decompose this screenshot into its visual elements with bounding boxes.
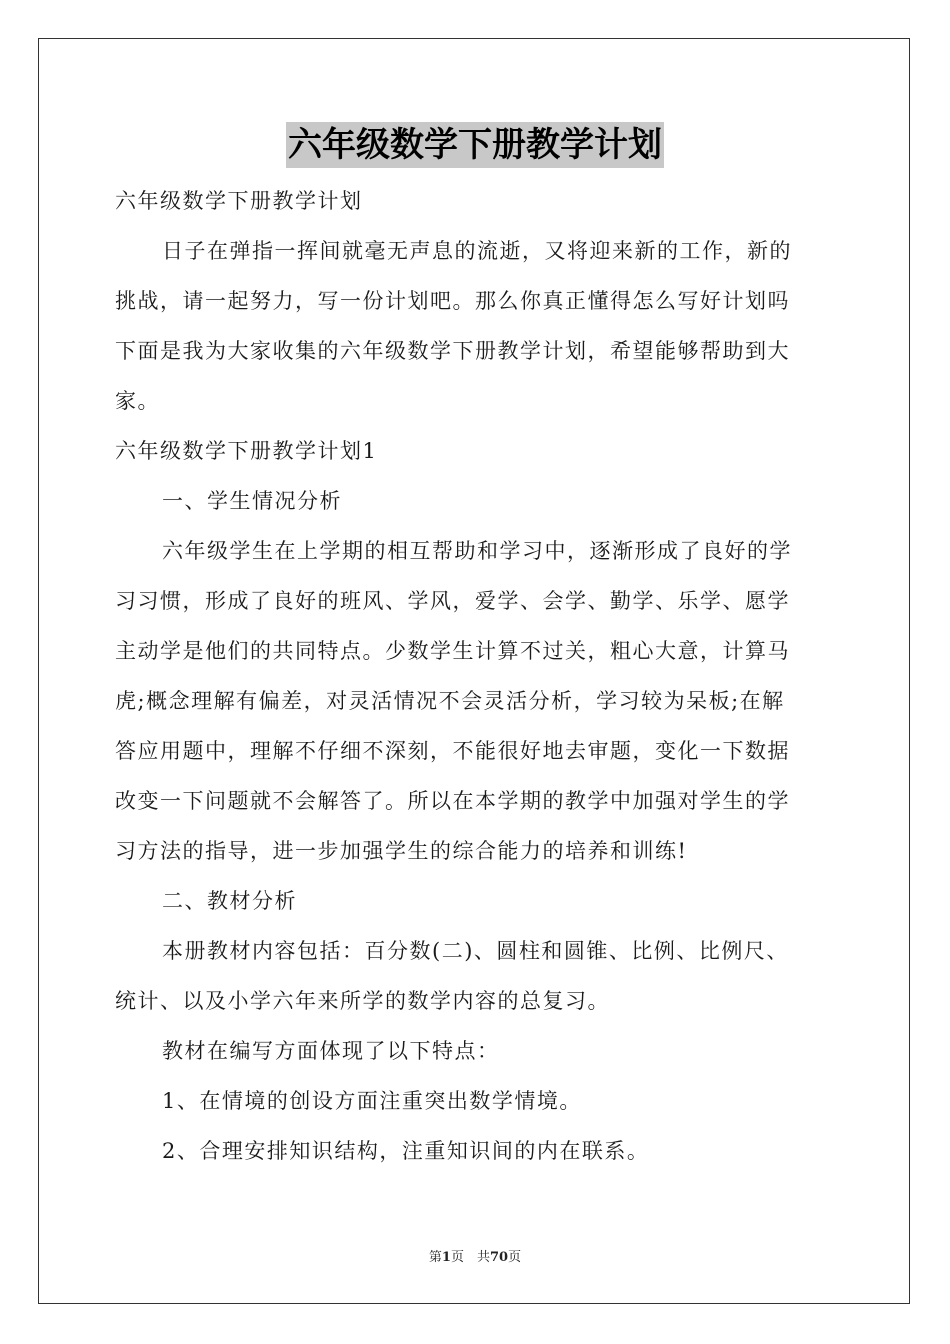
footer-mid: 页 共 <box>450 1250 490 1265</box>
document-body <box>115 176 835 1176</box>
page-footer <box>0 1246 950 1265</box>
body-line: 统计、以及小学六年来所学的数学内容的总复习。 <box>115 989 610 1013</box>
body-line: 虎;概念理解有偏差，对灵活情况不会灵活分析，学习较为呆板;在解 <box>115 689 785 713</box>
footer-suffix: 页 <box>508 1250 522 1265</box>
body-line: 改变一下问题就不会解答了。所以在本学期的教学中加强对学生的学 <box>115 789 790 813</box>
body-line: 习习惯，形成了良好的班风、学风，爱学、会学、勤学、乐学、愿学 <box>115 589 790 613</box>
body-line: 教材在编写方面体现了以下特点： <box>162 1039 500 1063</box>
body-line: 六年级学生在上学期的相互帮助和学习中，逐渐形成了良好的学 <box>162 539 792 563</box>
body-line: 挑战，请一起努力，写一份计划吧。那么你真正懂得怎么写好计划吗 <box>115 289 790 313</box>
body-line: 本册教材内容包括：百分数(二)、圆柱和圆锥、比例、比例尺、 <box>162 939 789 963</box>
body-line: 一、学生情况分析 <box>162 489 342 513</box>
footer-current-page: 1 <box>441 1250 451 1265</box>
body-line: 日子在弹指一挥间就毫无声息的流逝，又将迎来新的工作，新的 <box>162 239 792 263</box>
body-line: 六年级数学下册教学计划1 <box>115 439 378 463</box>
document-title: 六年级数学下册教学计划 <box>286 122 664 168</box>
body-line: 习方法的指导，进一步加强学生的综合能力的培养和训练! <box>115 839 688 863</box>
body-line: 二、教材分析 <box>162 889 297 913</box>
body-line: 答应用题中，理解不仔细不深刻，不能很好地去审题，变化一下数据 <box>115 739 790 763</box>
body-line: 下面是我为大家收集的六年级数学下册教学计划，希望能够帮助到大 <box>115 339 790 363</box>
body-line: 家。 <box>115 389 160 413</box>
body-line: 六年级数学下册教学计划 <box>115 189 363 213</box>
footer-prefix: 第 <box>428 1250 442 1265</box>
footer-total-pages: 70 <box>489 1250 509 1265</box>
body-line: 2、合理安排知识结构，注重知识间的内在联系。 <box>162 1139 650 1163</box>
title-container <box>0 122 950 168</box>
body-line: 1、在情境的创设方面注重突出数学情境。 <box>162 1089 582 1113</box>
body-line: 主动学是他们的共同特点。少数学生计算不过关，粗心大意，计算马 <box>115 639 790 663</box>
